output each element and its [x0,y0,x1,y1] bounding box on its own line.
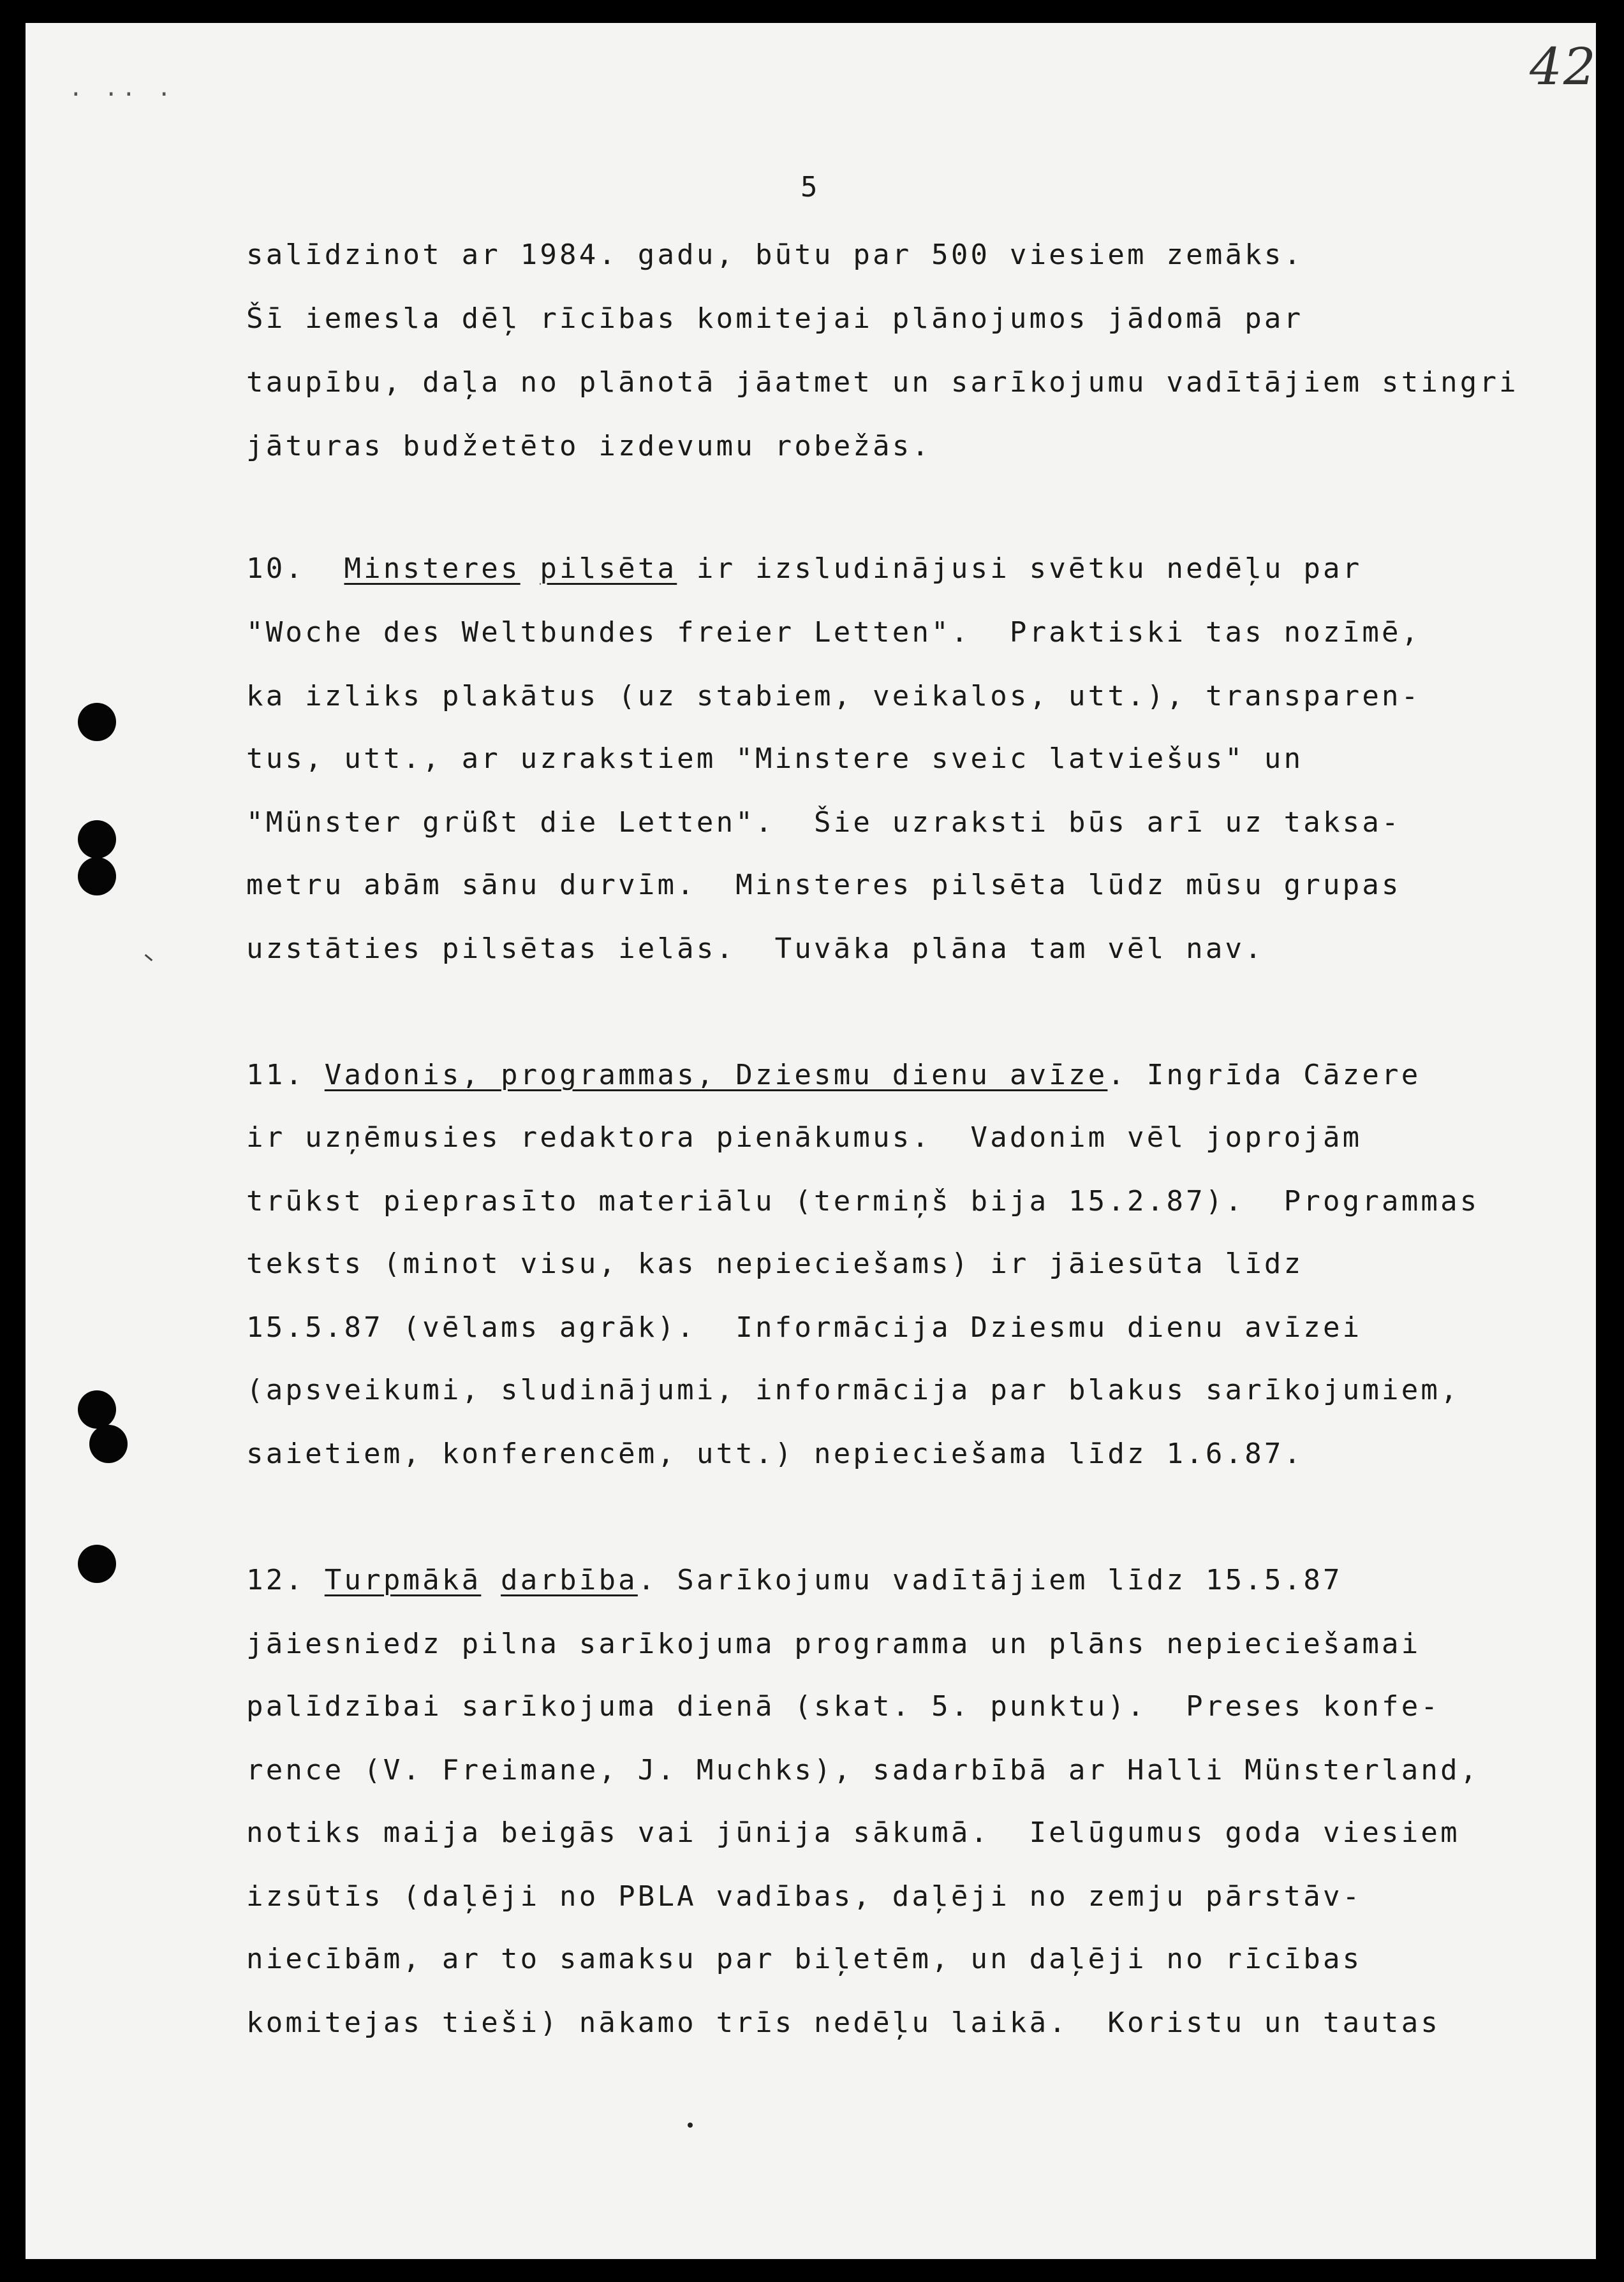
section-11-line1-rest: . Ingrīda Cāzere [1107,1059,1421,1091]
punch-hole [78,1390,116,1429]
section-10-heading-part2: pilsēta [540,552,677,585]
section-11-line-7: saietiem, konferencēm, utt.) nepieciešama līdz 1.6.87. [246,1438,1304,1470]
section-12-line-5: notiks maija beigās vai jūnija sākumā. Ielūgumus goda viesiem [246,1816,1460,1849]
section-12-heading-part2: darbība [501,1564,638,1596]
section-12-line1-rest: . Sarīkojumu vadītājiem līdz 15.5.87 [637,1564,1343,1596]
section-12-line-6: izsūtīs (daļēji no PBLA vadības, daļēji no zemju pārstāv- [246,1880,1362,1913]
section-10-line-2: "Woche des Weltbundes freier Letten". Praktiski tas nozīmē, [246,616,1421,649]
section-11-line-3: trūkst pieprasīto materiālu (termiņš bija 15.2.87). Programmas [246,1185,1480,1218]
section-12-heading-line [246,1561,1343,1600]
section-12-number: 12. [246,1564,306,1596]
section-10-line-5: "Münster grüßt die Letten". Šie uzraksti būs arī uz taksa- [246,806,1401,839]
intro-line-4: jāturas budžetēto izdevumu robežās. [246,430,932,462]
punch-hole [78,820,116,858]
intro-line-3: taupību, daļa no plānotā jāatmet un sarīkojumu vadītājiem stingri [246,366,1519,399]
section-12-line-4: rence (V. Freimane, J. Muchks), sadarbībā ar Halli Münsterland, [246,1754,1480,1786]
section-11-line-5: 15.5.87 (vēlams agrāk). Informācija Dziesmu dienu avīzei [246,1311,1362,1344]
scan-speck [688,2123,693,2128]
section-11-line-6: (apsveikumi, sludinājumi, informācija par blakus sarīkojumiem, [246,1374,1460,1406]
section-10-line-4: tus, utt., ar uzrakstiem "Minstere sveic latviešus" un [246,742,1304,775]
punch-hole [78,857,116,895]
scan-marks: · ·· · [69,82,175,108]
punch-hole [78,1545,116,1583]
section-12-line-2: jāiesniedz pilna sarīkojuma programma un plāns nepieciešamai [246,1628,1421,1660]
typed-page-number: 5 [801,171,818,203]
section-12-line-3: palīdzībai sarīkojuma dienā (skat. 5. punktu). Preses konfe- [246,1690,1441,1723]
handwritten-page-number: 42 [1530,37,1597,96]
section-10-line-3: ka izliks plakātus (uz stabiem, veikalos, utt.), transparen- [246,680,1421,712]
section-10-heading-part1: Minsteres [344,552,520,585]
section-10-line-7: uzstāties pilsētas ielās. Tuvāka plāna tam vēl nav. [246,932,1264,965]
section-10-number: 10. [246,552,306,585]
section-10-heading-line [246,550,1362,588]
section-11-heading: Vadonis, programmas, Dziesmu dienu avīze [324,1059,1108,1091]
intro-line-2: Šī iemesla dēļ rīcības komitejai plānojumos jādomā par [246,302,1304,335]
section-12-line-7: niecībām, ar to samaksu par biļetēm, un daļēji no rīcības [246,1943,1362,1975]
section-11-number: 11. [246,1059,306,1091]
punch-hole [89,1425,128,1463]
section-11-heading-line [246,1056,1421,1094]
section-10-line1-rest: ir izsludinājusi svētku nedēļu par [677,552,1362,585]
section-10-line-6: metru abām sānu durvīm. Minsteres pilsēta lūdz mūsu grupas [246,869,1401,901]
punch-hole [78,703,116,741]
section-12-line-8: komitejas tieši) nākamo trīs nedēļu laikā. Koristu un tautas [246,2006,1441,2039]
section-11-line-2: ir uzņēmusies redaktora pienākumus. Vadonim vēl joprojām [246,1121,1362,1154]
section-12-heading-part1: Turpmākā [324,1564,482,1596]
section-11-line-4: teksts (minot visu, kas nepieciešams) ir jāiesūta līdz [246,1248,1304,1280]
intro-line-1: salīdzinot ar 1984. gadu, būtu par 500 viesiem zemāks. [246,239,1304,271]
